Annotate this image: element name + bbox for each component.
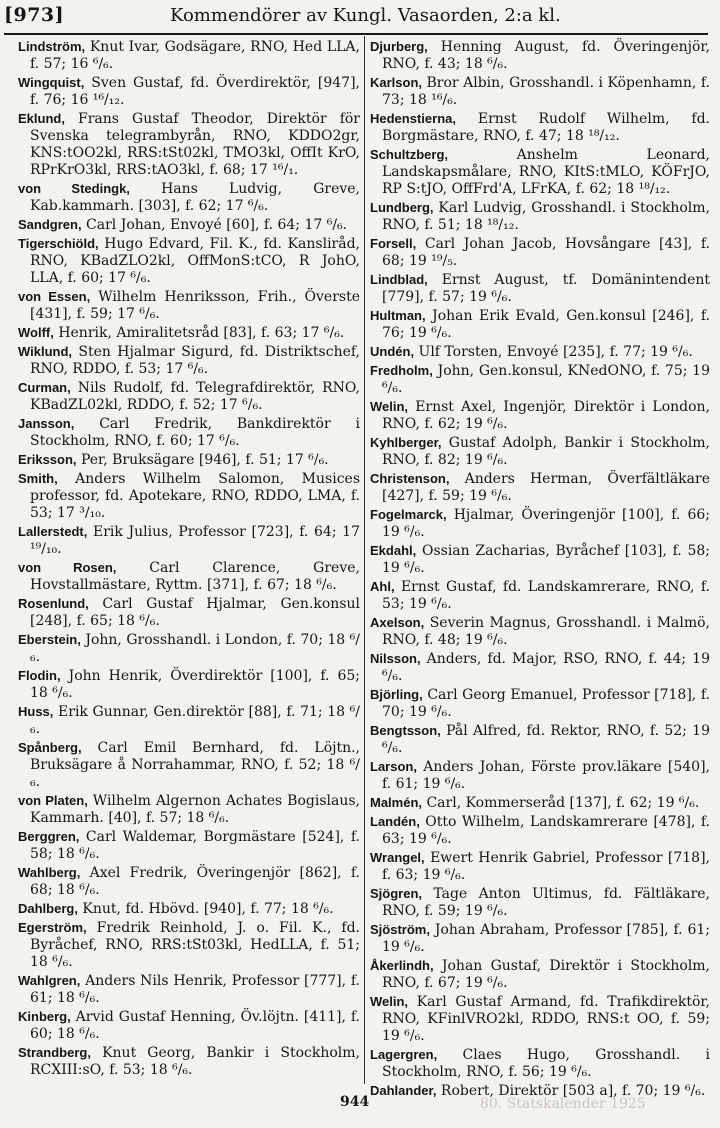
- directory-entry: [18, 703, 360, 738]
- directory-entry: [370, 470, 710, 505]
- entry-surname: Welin,: [370, 399, 409, 414]
- directory-entry: [370, 885, 710, 920]
- directory-entry: [370, 235, 710, 270]
- entry-surname: Kyhlberger,: [370, 435, 442, 450]
- entry-details: Per, Bruksägare [946], f. 51; 17 ⁶/₆.: [80, 452, 329, 468]
- entry-details: Claes Hugo, Grosshandl. i Stockholm, RNO, f. 56; 19 ⁶/₆.: [382, 1047, 711, 1080]
- directory-entry: [370, 343, 710, 361]
- directory-entry: [18, 470, 360, 522]
- header-rule: [4, 33, 708, 35]
- directory-entry: [370, 398, 710, 433]
- entry-details: Anders Nils Henrik, Professor [777], f. 61; 18 ⁶/₆.: [30, 973, 361, 1006]
- entry-details: Nils Rudolf, fd. Telegrafdirektör, RNO, KBadZL02kl, RDDO, f. 52; 17 ⁶/₆.: [30, 380, 360, 413]
- entry-details: John, Grosshandl. i London, f. 70; 18 ⁶/₆.: [30, 632, 360, 665]
- directory-entry: [370, 146, 710, 198]
- directory-entry: [370, 758, 710, 793]
- entry-surname: Karlson,: [370, 75, 423, 90]
- entry-details: Arvid Gustaf Henning, Öv.löjtn. [411], f. 60; 18 ⁶/₆.: [30, 1009, 360, 1042]
- entry-details: Tage Anton Ultimus, fd. Fältläkare, RNO, f. 59; 19 ⁶/₆.: [382, 886, 711, 919]
- entry-surname: Axelson,: [370, 615, 425, 630]
- entry-details: Fredrik Reinhold, J. o. Fil. K., fd. Byråchef, RNO, RRS:tSt03kl, HedLLA, f. 51; 18 ⁶/₆.: [30, 920, 361, 970]
- entry-surname: Åkerlindh,: [370, 958, 434, 973]
- entry-surname: Sjöström,: [370, 922, 430, 937]
- directory-entry: [18, 180, 360, 215]
- entry-surname: Eklund,: [18, 111, 65, 126]
- entry-details: Carl Emil Bernhard, fd. Löjtn., Bruksägare å Norrahammar, RNO, f. 52; 18 ⁶/₆.: [30, 740, 361, 790]
- entry-surname: Strandberg,: [18, 1045, 91, 1060]
- entry-details: Karl Ludvig, Grosshandl. i Stockholm, RNO, f. 51; 18 ¹⁸/₁₂.: [382, 200, 710, 233]
- entry-surname: Björling,: [370, 687, 423, 702]
- entry-details: Pål Alfred, fd. Rektor, RNO, f. 52; 19 ⁶/₆.: [382, 723, 710, 756]
- directory-entry: [18, 523, 360, 558]
- entry-surname: Djurberg,: [370, 39, 428, 54]
- entry-details: Carl Johan, Envoyé [60], f. 64; 17 ⁶/₆.: [86, 217, 348, 233]
- directory-entry: [370, 722, 710, 757]
- entry-surname: Lindblad,: [370, 272, 428, 287]
- directory-entry: [18, 74, 360, 109]
- directory-entry: [18, 739, 360, 791]
- entry-details: Knut Ivar, Godsägare, RNO, Hed LLA, f. 57; 16 ⁶/₆.: [30, 39, 360, 72]
- entry-details: Erik Julius, Professor [723], f. 64; 17 ¹⁹/₁₀.: [30, 524, 360, 557]
- entry-surname: Landén,: [370, 814, 420, 829]
- entry-details: Carl Georg Emanuel, Professor [718], f. 70; 19 ⁶/₆.: [382, 687, 710, 720]
- directory-entry: [370, 38, 710, 73]
- entry-surname: Lundberg,: [370, 200, 434, 215]
- entry-surname: Smith,: [18, 471, 58, 486]
- entry-details: John, Gen.konsul, KNedONO, f. 75; 19 ⁶/₆.: [382, 363, 710, 396]
- entry-surname: Wahlberg,: [18, 865, 81, 880]
- directory-entry: [18, 559, 360, 594]
- directory-entry: [370, 614, 710, 649]
- entry-surname: Eriksson,: [18, 452, 77, 467]
- directory-entry: [18, 343, 360, 378]
- entry-details: John Henrik, Överdirektör [100], f. 65; 18 ⁶/₆.: [30, 668, 361, 701]
- entry-surname: Berggren,: [18, 829, 80, 844]
- directory-entry: [370, 794, 710, 812]
- entry-surname: Nilsson,: [370, 651, 421, 666]
- entry-surname: Flodin,: [18, 668, 61, 683]
- entry-details: Knut, fd. Hbövd. [940], f. 77; 18 ⁶/₆.: [82, 901, 334, 917]
- directory-entry: [18, 415, 360, 450]
- left-column: [18, 38, 360, 1080]
- entry-details: Erik Gunnar, Gen.direktör [88], f. 71; 18 ⁶/₆.: [30, 704, 360, 737]
- directory-entry: [18, 595, 360, 630]
- entry-details: Ernst August, tf. Domänintendent [779], f. 57; 19 ⁶/₆.: [382, 272, 710, 305]
- entry-details: Axel Fredrik, Överingenjör [862], f. 68; 18 ⁶/₆.: [30, 865, 361, 898]
- entry-surname: Larson,: [370, 759, 417, 774]
- column-divider: [364, 36, 365, 1084]
- entry-details: Wilhelm Algernon Achates Bogislaus, Kammarh. [40], f. 57; 18 ⁶/₆.: [30, 793, 360, 826]
- entry-surname: Spånberg,: [18, 740, 82, 755]
- entry-details: Carl Waldemar, Borgmästare [524], f. 58; 18 ⁶/₆.: [30, 829, 361, 862]
- directory-entry: [370, 993, 710, 1045]
- entry-surname: von Essen,: [18, 289, 91, 304]
- entry-details: Karl Gustaf Armand, fd. Trafikdirektör, RNO, KFinlVRO2kl, RDDO, RNS:t OO, f. 59; 19 ⁶/₆.: [382, 994, 710, 1044]
- entry-details: Anders Johan, Förste prov.läkare [540], f. 61; 19 ⁶/₆.: [382, 759, 710, 792]
- directory-entry: [370, 921, 710, 956]
- entry-surname: Wrangel,: [370, 850, 425, 865]
- entry-details: Wilhelm Henriksson, Frih., Överste [431], f. 59; 17 ⁶/₆.: [30, 289, 361, 322]
- entry-surname: Lindström,: [18, 39, 86, 54]
- entry-surname: Hultman,: [370, 308, 426, 323]
- entry-surname: Egerström,: [18, 920, 87, 935]
- directory-entry: [18, 1044, 360, 1079]
- directory-entry: [370, 434, 710, 469]
- page-header: [0, 0, 720, 40]
- entry-surname: von Stedingk,: [18, 181, 130, 196]
- directory-entry: [18, 792, 360, 827]
- directory-entry: [370, 362, 710, 397]
- entry-details: Gustaf Adolph, Bankir i Stockholm, RNO, f. 82; 19 ⁶/₆.: [382, 435, 711, 468]
- entry-surname: Lallerstedt,: [18, 524, 88, 539]
- entry-surname: Dahlander,: [370, 1083, 437, 1098]
- entry-details: Ossian Zacharias, Byråchef [103], f. 58; 19 ⁶/₆.: [382, 543, 710, 576]
- bleed-through-text: 80. Statskalender 1925: [480, 1096, 646, 1112]
- entry-details: Ernst Axel, Ingenjör, Direktör i London, RNO, f. 62; 19 ⁶/₆.: [382, 399, 710, 432]
- entry-surname: Malmén,: [370, 795, 423, 810]
- entry-surname: Tigerschiöld,: [18, 236, 99, 251]
- directory-entry: [370, 1046, 710, 1081]
- entry-surname: Hedenstierna,: [370, 111, 456, 126]
- page-footer: [0, 1090, 720, 1120]
- entry-surname: Wingquist,: [18, 75, 85, 90]
- right-column: [370, 38, 710, 1101]
- directory-entry: [370, 813, 710, 848]
- entry-surname: von Rosen,: [18, 560, 117, 575]
- directory-entry: [18, 828, 360, 863]
- entry-details: Carl, Kommerseråd [137], f. 62; 19 ⁶/₆.: [426, 795, 700, 811]
- entry-details: Ernst Gustaf, fd. Landskamrerare, RNO, f. 53; 19 ⁶/₆.: [382, 579, 710, 612]
- entry-details: Frans Gustaf Theodor, Direktör för Svenska telegrambyrån, RNO, KDDO2gr, KNS:tOO2kl, RRS:tSt02kl, TMO3kl, OffIt KrO, RPrKrO3kl, RRS:tAO3kl, f. 68; 17 ¹⁶/₁.: [30, 111, 360, 178]
- directory-entry: [18, 667, 360, 702]
- entry-details: Henrik, Amiralitetsråd [83], f. 63; 17 ⁶/₆.: [58, 325, 345, 341]
- directory-entry: [18, 110, 360, 179]
- entry-surname: Fredholm,: [370, 363, 433, 378]
- directory-entry: [18, 972, 360, 1007]
- entry-surname: Dahlberg,: [18, 901, 78, 916]
- directory-entry: [18, 38, 360, 73]
- directory-entry: [370, 199, 710, 234]
- entry-details: Henning August, fd. Överingenjör, RNO, f. 43; 18 ⁶/₆.: [382, 39, 711, 72]
- entry-details: Carl Johan Jacob, Hovsångare [43], f. 68; 19 ¹⁹/₅.: [382, 236, 710, 269]
- entry-details: Knut Georg, Bankir i Stockholm, RCXIII:sO, f. 53; 18 ⁶/₆.: [30, 1045, 360, 1078]
- directory-entry: [18, 631, 360, 666]
- entry-details: Ulf Torsten, Envoyé [235], f. 77; 19 ⁶/₆.: [418, 344, 693, 360]
- entry-details: Otto Wilhelm, Landskamrerare [478], f. 63; 19 ⁶/₆.: [382, 814, 710, 847]
- entry-details: Hjalmar, Överingenjör [100], f. 66; 19 ⁶/₆.: [382, 507, 710, 540]
- entry-details: Anders Herman, Överfältläkare [427], f. 59; 19 ⁶/₆.: [382, 471, 710, 504]
- directory-entry: [370, 307, 710, 342]
- directory-entry: [370, 578, 710, 613]
- directory-entry: [370, 110, 710, 145]
- entry-details: Sven Gustaf, fd. Överdirektör, [947], f. 76; 16 ¹⁶/₁₂.: [30, 75, 360, 108]
- entry-surname: Forsell,: [370, 236, 417, 251]
- directory-entry: [370, 849, 710, 884]
- directory-entry: [18, 900, 360, 918]
- entry-details: Carl Clarence, Greve, Hovstallmästare, Ryttm. [371], f. 67; 18 ⁶/₆.: [30, 560, 360, 593]
- entry-surname: Lagergren,: [370, 1047, 438, 1062]
- entry-details: Anshelm Leonard, Landskapsmålare, RNO, KItS:tMLO, KÖFrJO, RP S:tJO, OffFrd'A, LFrKA, f. 62; 18 ¹⁸/₁₂.: [382, 147, 711, 197]
- directory-entry: [18, 451, 360, 469]
- entry-details: Ernst Rudolf Wilhelm, fd. Borgmästare, RNO, f. 47; 18 ¹⁸/₁₂.: [382, 111, 710, 144]
- entry-surname: Fogelmarck,: [370, 507, 447, 522]
- entry-details: Anders Wilhelm Salomon, Musices professor, fd. Apotekare, RNO, RDDO, LMA, f. 53; 17 ³/₁₀.: [30, 471, 361, 521]
- directory-entry: [18, 216, 360, 234]
- running-title: Kommendörer av Kungl. Vasaorden, 2:a kl.: [170, 5, 561, 26]
- directory-entry: [18, 864, 360, 899]
- entry-surname: Ekdahl,: [370, 543, 417, 558]
- entry-details: Robert, Direktör [503 a], f. 70; 19 ⁶/₆.: [440, 1083, 706, 1099]
- footer-page-number: 944: [340, 1094, 370, 1110]
- entry-surname: Christenson,: [370, 471, 450, 486]
- entry-surname: Welin,: [370, 994, 409, 1009]
- entry-details: Johan Erik Evald, Gen.konsul [246], f. 76; 19 ⁶/₆.: [382, 308, 711, 341]
- entry-surname: von Platen,: [18, 793, 88, 808]
- directory-entry: [18, 235, 360, 287]
- directory-entry: [18, 1008, 360, 1043]
- directory-entry: [370, 957, 710, 992]
- entry-details: Sten Hjalmar Sigurd, fd. Distriktschef, RNO, RDDO, f. 53; 17 ⁶/₆.: [30, 344, 360, 377]
- directory-entry: [370, 542, 710, 577]
- entry-details: Carl Gustaf Hjalmar, Gen.konsul [248], f. 65; 18 ⁶/₆.: [30, 596, 360, 629]
- directory-entry: [18, 919, 360, 971]
- page-number: [973]: [4, 4, 65, 26]
- entry-surname: Wolff,: [18, 325, 54, 340]
- entry-surname: Wiklund,: [18, 344, 73, 359]
- entry-surname: Ahl,: [370, 579, 395, 594]
- entry-details: Johan Abraham, Professor [785], f. 61; 19 ⁶/₆.: [382, 922, 710, 955]
- directory-entry: [18, 288, 360, 323]
- entry-details: Hugo Edvard, Fil. K., fd. Kansliråd, RNO, KBadZLO2kl, OffMonS:tCO, R JohO, LLA, f. 60; 17 ⁶/₆.: [30, 236, 360, 286]
- entry-surname: Curman,: [18, 380, 71, 395]
- entry-surname: Schultzberg,: [370, 147, 449, 162]
- directory-entry: [370, 271, 710, 306]
- directory-entry: [18, 324, 360, 342]
- entry-details: Ewert Henrik Gabriel, Professor [718], f. 63; 19 ⁶/₆.: [382, 850, 711, 883]
- entry-surname: Sandgren,: [18, 217, 82, 232]
- directory-entry: [18, 379, 360, 414]
- entry-details: Carl Fredrik, Bankdirektör i Stockholm, RNO, f. 60; 17 ⁶/₆.: [30, 416, 360, 449]
- directory-entry: [370, 506, 710, 541]
- entry-surname: Kinberg,: [18, 1009, 71, 1024]
- entry-details: Johan Gustaf, Direktör i Stockholm, RNO, f. 67; 19 ⁶/₆.: [382, 958, 711, 991]
- directory-entry: [370, 650, 710, 685]
- entry-surname: Sjögren,: [370, 886, 423, 901]
- entry-surname: Undén,: [370, 344, 415, 359]
- entry-details: Hans Ludvig, Greve, Kab.kammarh. [303], f. 62; 17 ⁶/₆.: [30, 181, 360, 214]
- entry-surname: Jansson,: [18, 416, 75, 431]
- entry-surname: Eberstein,: [18, 632, 81, 647]
- entry-surname: Huss,: [18, 704, 54, 719]
- entry-details: Bror Albin, Grosshandl. i Köpenhamn, f. 73; 18 ¹⁶/₆.: [382, 75, 711, 108]
- entry-details: Anders, fd. Major, RSO, RNO, f. 44; 19 ⁶/₆.: [382, 651, 710, 684]
- entry-surname: Wahlgren,: [18, 973, 81, 988]
- entry-surname: Bengtsson,: [370, 723, 441, 738]
- entry-surname: Rosenlund,: [18, 596, 89, 611]
- entry-details: Severin Magnus, Grosshandl. i Malmö, RNO, f. 48; 19 ⁶/₆.: [382, 615, 711, 648]
- directory-entry: [370, 686, 710, 721]
- directory-entry: [370, 74, 710, 109]
